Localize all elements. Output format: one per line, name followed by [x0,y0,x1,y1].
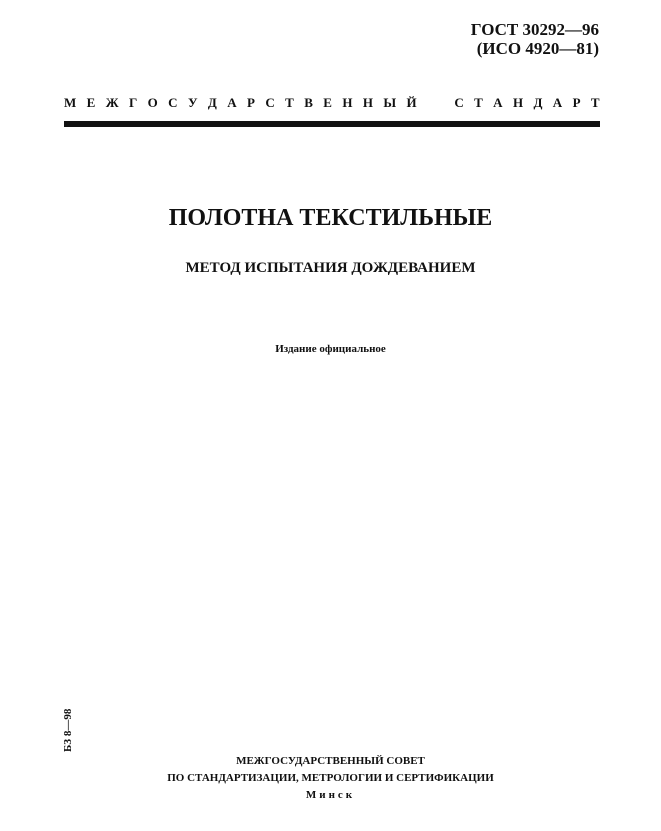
banner-letter: Т [474,95,483,110]
banner-letter: М [64,95,77,110]
banner-letter: Т [590,95,600,110]
banner-letter: Н [362,95,373,110]
banner-letter: Р [247,95,255,110]
publisher-city: Минск [305,789,356,801]
banner-letter: А [227,95,237,110]
banner-letter: Ы [383,95,397,110]
publisher-line-1: МЕЖГОСУДАРСТВЕННЫЙ СОВЕТ [236,755,425,767]
document-title: ПОЛОТНА ТЕКСТИЛЬНЫЕ [168,205,493,231]
banner-letter: Е [323,95,332,110]
banner-word-gap [441,95,444,111]
banner-letter: Г [128,95,138,110]
banner-letter: С [265,95,275,110]
side-code: БЗ 8—98 [62,708,74,752]
banner-letter: Ж [105,95,119,110]
standard-type-banner [64,95,600,111]
banner-letter: О [147,95,158,110]
banner-letter: Н [342,95,353,110]
edition-note: Издание официальное [275,343,386,355]
banner-letter: А [552,95,563,110]
banner-letter: Й [406,95,417,110]
banner-letter: Т [285,95,294,110]
banner-letter: С [454,95,464,110]
document-subtitle: МЕТОД ИСПЫТАНИЯ ДОЖДЕВАНИЕМ [185,260,476,276]
banner-letter: У [187,95,198,110]
banner-letter: В [304,95,313,110]
iso-number: (ИСО 4920—81) [476,39,599,58]
document-number-block [471,20,599,58]
banner-letter: Д [207,95,217,110]
banner-letter: А [493,95,503,110]
publisher-line-2: ПО СТАНДАРТИЗАЦИИ, МЕТРОЛОГИИ И СЕРТИФИКАЦИИ [167,772,494,784]
header-divider [64,121,600,127]
banner-letter: С [168,95,178,110]
publisher-block [0,753,661,804]
banner-letter: Д [533,95,543,110]
banner-word-gap [427,95,430,111]
gost-number: ГОСТ 30292—96 [470,20,599,39]
banner-letter: Н [512,95,524,110]
banner-letter: Е [86,95,96,110]
banner-letter: Р [572,95,581,110]
